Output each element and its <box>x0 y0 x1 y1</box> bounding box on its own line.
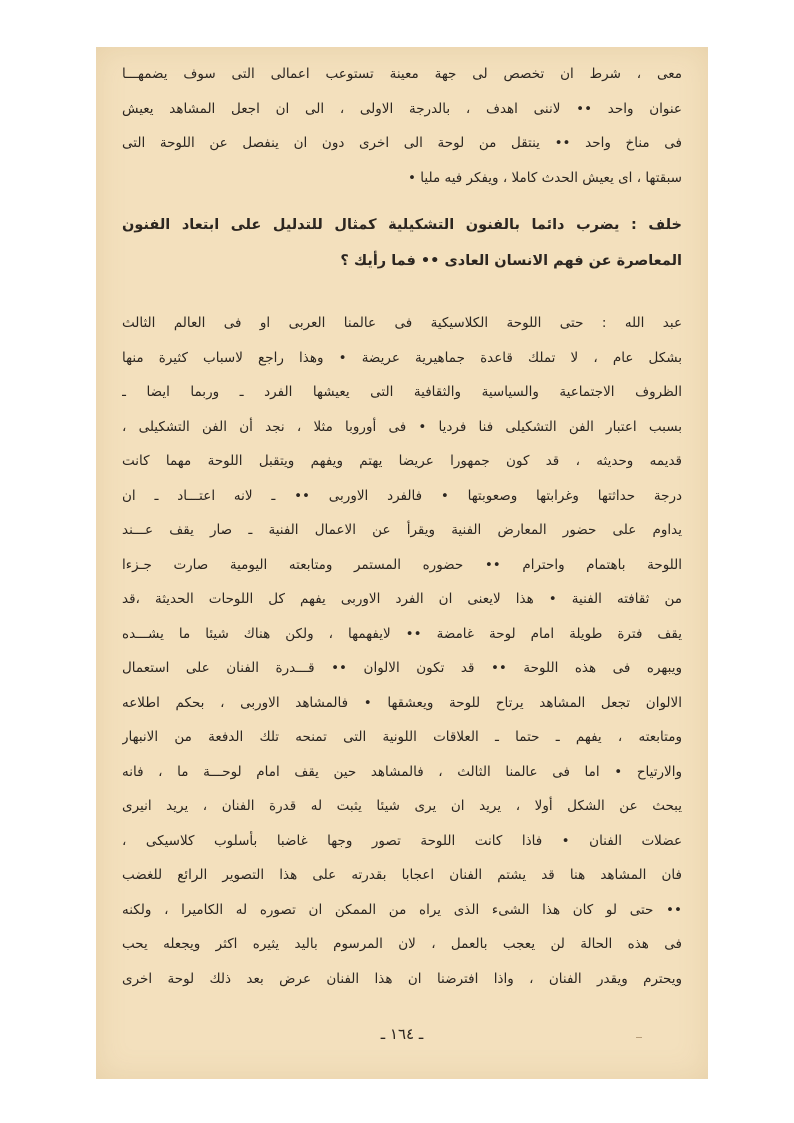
text-line: ويبهره فى هذه اللوحة •• قد تكون الالوان •• قـــدرة الفنان على استعمال <box>122 660 682 676</box>
text-line: بسبب اعتبار الفن التشكيلى فنا فرديا • فى أوروبا مثلا ، نجد أن الفن التشكيلى ، <box>122 418 682 435</box>
text-line: والارتياح • اما فى عالمنا الثالث ، فالمشاهد حين يقف امام لوحـــة ما ، فانه <box>122 763 682 780</box>
text-line: •• حتى لو كان هذا الشىء الذى يراه من الممكن ان تصوره له الكاميرا ، ولكنه <box>122 901 682 918</box>
text-line: سبقتها ، اى يعيش الحدث كاملا ، ويفكر فيه مليا • <box>408 169 682 186</box>
page-number: ـ ١٦٤ ـ <box>380 1025 424 1043</box>
paper-speck <box>636 1037 642 1038</box>
paragraph-continuation <box>122 57 682 195</box>
interview-answer <box>122 306 682 996</box>
text-line: عنوان واحد •• لاننى اهدف ، بالدرجة الاولى ، الى ان اجعل المشاهد يعيش <box>122 100 682 117</box>
text-line: فى مناخ واحد •• ينتقل من لوحة الى اخرى دون ان ينفصل عن اللوحة التى <box>122 135 682 151</box>
text-line: الالوان تجعل المشاهد يرتاح للوحة ويعشقها • فالمشاهد الاوربى ، بحكم اطلاعه <box>122 694 682 711</box>
text-line: ويحترم ويقدر الفنان ، واذا افترضنا ان هذا الفنان عرض بعد ذلك لوحة اخرى <box>122 970 682 987</box>
book-page <box>96 47 708 1079</box>
text-line: من ثقافته الفنية • هذا لايعنى ان الفرد الاوربى يفهم كل اللوحات الحديثة ،قد <box>122 591 682 607</box>
text-line: عبد الله : حتى اللوحة الكلاسيكية فى عالمنا العربى او فى العالم الثالث <box>122 315 682 331</box>
text-line: الظروف الاجتماعية والسياسية والثقافية التى يعيشها الفرد ـ وربما ايضا ـ <box>122 384 682 400</box>
text-line: درجة حداثتها وغرابتها وصعوبتها • فالفرد الاوربى •• ـ لانه اعتـــاد ـ ان <box>122 487 682 504</box>
text-line: قديمه وحديثه ، قد كون جمهورا عريضا يهتم ويفهم ويتقبل اللوحة مهما كانت <box>122 453 682 469</box>
interview-question <box>122 207 682 279</box>
text-line: يبحث عن الشكل أولا ، يريد ان يرى شيئا يثبت له قدرة الفنان ، يريد انيرى <box>122 798 682 814</box>
text-line: فى هذه الحالة لن يعجب بالعمل ، لان المرسوم باليد يثيره اكثر ويجعله يحب <box>122 936 682 952</box>
question-line: المعاصرة عن فهم الانسان العادى •• فما رأيك ؟ <box>340 253 682 269</box>
text-line: يداوم على حضور المعارض الفنية ويقرأ عن الاعمال الفنية ـ صار يقف عـــند <box>122 522 682 538</box>
text-line: ومتابعته ، يفهم ـ حتما ـ العلاقات اللونية التى تمنحه تلك الدفعة من الانبهار <box>122 729 682 745</box>
text-line: يقف فترة طويلة امام لوحة غامضة •• لايفهمها ، ولكن هناك شيئا ما يشـــده <box>122 625 682 642</box>
text-line: عضلات الفنان • فاذا كانت اللوحة تصور وجها غاضبا بأسلوب كلاسيكى ، <box>122 832 682 849</box>
question-line: خلف : يضرب دائما بالفنون التشكيلية كمثال للتدليل على ابتعاد الفنون <box>122 217 682 233</box>
text-line: معى ، شرط ان تخصص لى جهة معينة تستوعب اعمالى التى سوف يضمهـــا <box>122 66 682 82</box>
text-line: بشكل عام ، لا تملك قاعدة جماهيرية عريضة • وهذا راجع لاسباب كثيرة منها <box>122 349 682 366</box>
text-line: فان المشاهد هنا قد يشتم الفنان اعجابا بقدرته على هذا التصوير الرائع للغضب <box>122 867 682 883</box>
text-line: اللوحة باهتمام واحترام •• حضوره المستمر ومتابعته اليومية صارت جـزءا <box>122 556 682 573</box>
